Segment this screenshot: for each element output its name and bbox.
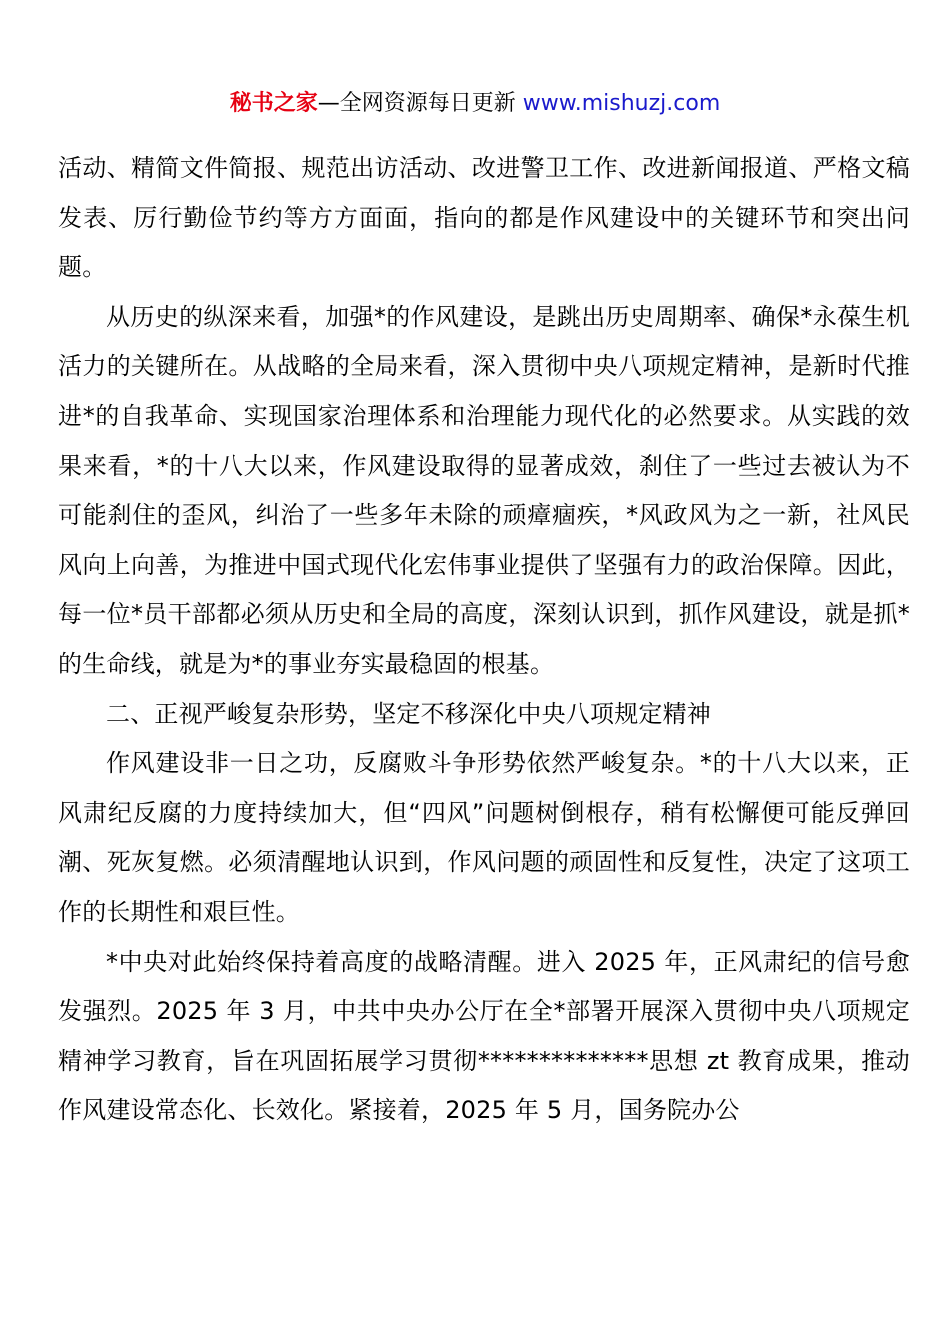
site-tagline: —全网资源每日更新	[317, 91, 523, 116]
paragraph: 作风建设非一日之功，反腐败斗争形势依然严峻复杂。*的十八大以来，正风肃纪反腐的力度持续加大，但“四风”问题树倒根存，稍有松懈便可能反弹回潮、死灰复燃。必须清醒地认识到，作风问题的顽固性和反复性，决定了这项工作的长期性和艰巨性。	[58, 749, 910, 926]
site-url-link[interactable]: www.mishuzj.com	[522, 91, 721, 116]
paragraph: *中央对此始终保持着高度的战略清醒。进入 2025 年，正风肃纪的信号愈发强烈。2025 年 3 月，中共中央办公厅在全*部署开展深入贯彻中央八项规定精神学习教育，旨在巩固拓展学习贯彻**************思想 zt 教育成果，推动作风建设常态化、长效化。紧接着，2025 年 5 月，国务院办公	[58, 947, 910, 1125]
paragraph-continuation: 活动、精简文件简报、规范出访活动、改进警卫工作、改进新闻报道、严格文稿发表、厉行勤俭节约等方方面面，指向的都是作风建设中的关键环节和突出问题。	[58, 154, 910, 282]
site-header	[0, 86, 950, 122]
section-heading: 二、正视严峻复杂形势，坚定不移深化中央八项规定精神	[106, 699, 711, 728]
site-brand: 秘书之家	[229, 91, 318, 116]
paragraph: 从历史的纵深来看，加强*的作风建设，是跳出历史周期率、确保*永葆生机活力的关键所在。从战略的全局来看，深入贯彻中央八项规定精神，是新时代推进*的自我革命、实现国家治理体系和治理能力现代化的必然要求。从实践的效果来看，*的十八大以来，作风建设取得的显著成效，刹住了一些过去被认为不可能刹住的歪风，纠治了一些多年未除的顽瘴痼疾，*风政风为之一新，社风民风向上向善，为推进中国式现代化宏伟事业提供了坚强有力的政治保障。因此，每一位*员干部都必须从历史和全局的高度，深刻认识到，抓作风建设，就是抓*的生命线，就是为*的事业夯实最稳固的根基。	[58, 302, 910, 678]
document-body	[58, 144, 910, 1136]
